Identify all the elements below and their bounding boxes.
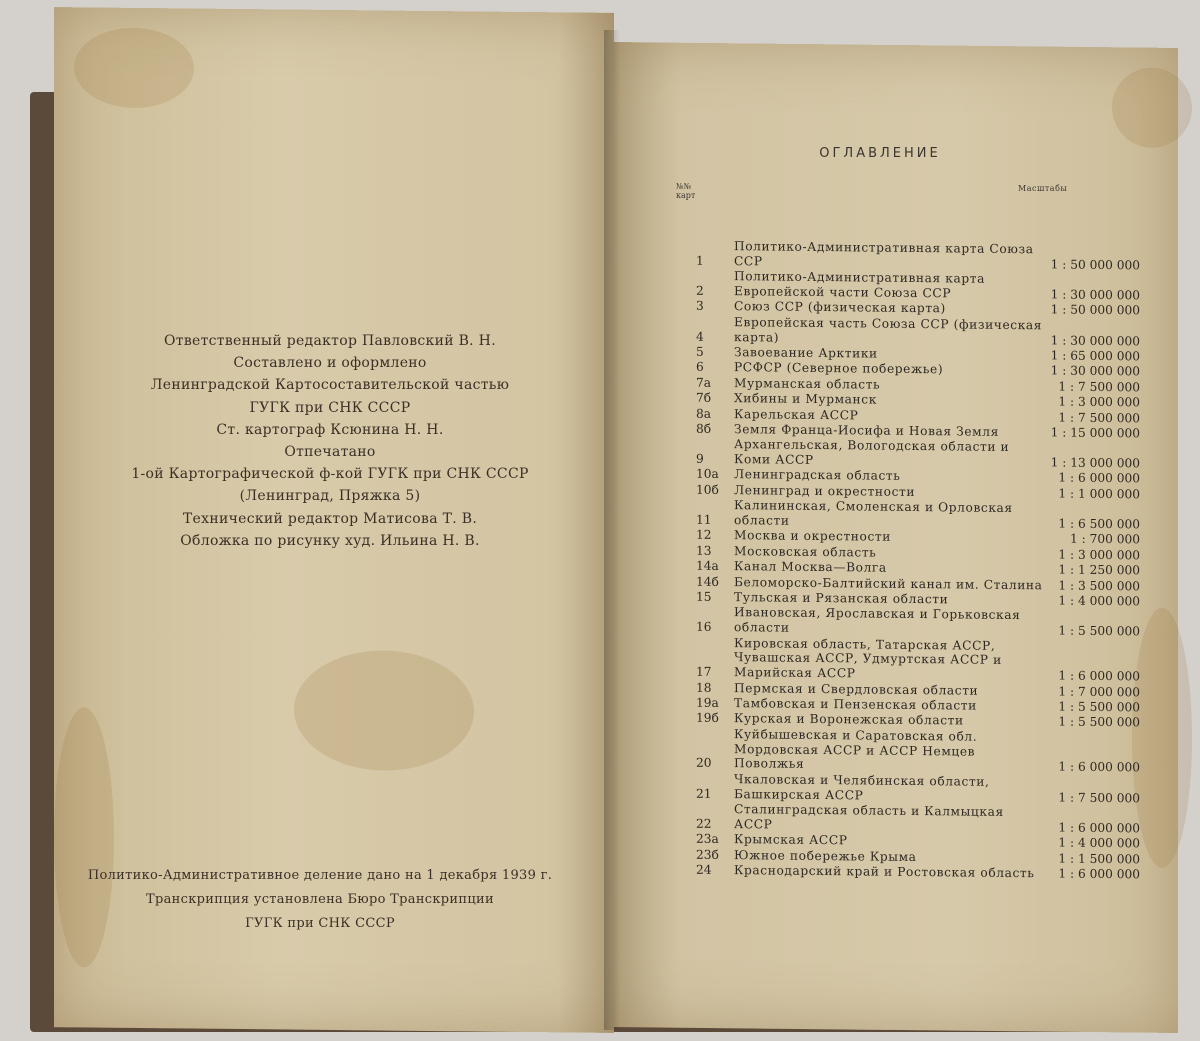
toc-entry [690,635,1140,684]
toc-entry-title: Куйбышевская и Саратовская обл. Мордовская АССР и АССР Немцев Поволжья [734,726,978,772]
toc-entry-number: 17 [696,664,712,680]
toc-entry-scale: 1 : 50 000 000 [1050,257,1140,273]
toc-entry-number: 10а [696,467,719,482]
footer-line: ГУГК при СНК СССР [245,916,395,931]
toc-entry [690,498,1140,532]
toc-entry-title: Союз ССР (физическая карта) [734,299,946,316]
toc-entry-number: 4 [696,329,704,344]
toc-entry-number: 9 [696,451,704,466]
toc-entry-scale: 1 : 65 000 000 [1050,348,1140,364]
toc-entry-title: Чкаловская и Челябинская области, Башкирская АССР [734,771,990,802]
toc-entry-title: Политико-Административная карта Европейской части Союза ССР [734,269,985,301]
toc-entry-scale: 1 : 30 000 000 [1050,332,1140,348]
toc-entry-number: 22 [696,816,712,831]
footer-note [60,864,580,936]
toc-entry-number: 12 [696,528,712,543]
toc-entry-number: 14а [696,558,719,574]
credit-line: Ленинградской Картосоставительской частью [150,377,510,394]
toc-entry-number: 6 [696,360,704,375]
credit-line: 1-ой Картографической ф-кой ГУГК при СНК СССР [131,466,529,483]
toc-entry [690,726,1140,775]
toc-title: ОГЛАВЛЕНИЕ [819,146,941,161]
toc-entry-title: Крымская АССР [734,832,848,848]
toc-entry-scale: 1 : 6 000 000 [1058,866,1140,882]
toc-entry-scale: 1 : 700 000 [1069,532,1140,547]
toc-entry-title: Беломорско-Балтийский канал им. Сталина [734,574,1043,592]
toc-entry-number: 8а [696,406,712,421]
toc-list [690,239,1140,883]
toc-entry-title: Пермская и Свердловская области [734,680,979,698]
credit-line: Ст. картограф Ксюнина Н. Н. [216,421,444,438]
toc-entry-title: Завоевание Арктики [734,345,878,361]
toc-entry-scale: 1 : 7 500 000 [1058,410,1140,425]
toc-entry [690,771,1140,805]
toc-entry-scale: 1 : 50 000 000 [1050,302,1140,318]
toc-entry-scale: 1 : 5 500 000 [1058,699,1140,715]
toc-entry-number: 14б [696,574,719,589]
toc-entry-title: Курская и Воронежская области [734,711,964,728]
toc-entry-scale: 1 : 7 500 000 [1058,379,1140,395]
toc-entry [690,802,1140,836]
toc-entry-number: 15 [696,589,712,604]
toc-entry-number: 18 [696,680,712,695]
toc-entry-scale: 1 : 4 000 000 [1058,593,1140,609]
toc-entry-number: 19б [696,711,719,726]
credit-line: Технический редактор Матисова Т. В. [182,510,478,527]
toc-entry-scale: 1 : 3 000 000 [1058,394,1140,410]
toc-entry-title: Мурманская область [734,375,881,392]
toc-entry-scale: 1 : 6 000 000 [1058,759,1140,775]
toc-entry-scale: 1 : 13 000 000 [1050,455,1140,471]
toc-entry-number: 5 [696,344,704,359]
toc-entry-number: 7б [696,390,712,405]
toc-entry-number: 19а [696,695,719,710]
toc-entry-scale: 1 : 6 500 000 [1058,516,1140,532]
toc-entry-number: 23б [696,847,719,862]
toc-entry-number: 10б [696,482,719,497]
toc-entry-title: Краснодарский край и Ростовская область [734,862,1035,881]
toc-entry-scale: 1 : 1 000 000 [1058,486,1140,502]
toc-entry-scale: 1 : 5 500 000 [1058,623,1140,639]
toc-entry-scale: 1 : 1 250 000 [1058,562,1140,578]
toc-entry-title: Карельская АССР [734,406,859,422]
toc-entry [690,437,1140,471]
toc-entry-number: 20 [696,756,712,771]
toc-entry-scale: 1 : 30 000 000 [1050,363,1140,379]
toc-entry [690,269,1140,303]
toc-entry-scale: 1 : 6 000 000 [1058,470,1140,486]
toc-entry-scale: 1 : 6 000 000 [1058,820,1140,836]
toc-entry-scale: 1 : 15 000 000 [1050,425,1140,441]
credit-line: Составлено и оформлено [233,355,427,372]
toc-entry-title: Москва и окрестности [734,528,891,545]
toc-entry-title: Политико-Административная карта Союза ССР [734,239,1034,269]
toc-entry-number: 1 [696,253,704,268]
toc-entry-title: Канал Москва—Волга [734,559,887,575]
toc-entry-number: 24 [696,862,712,877]
toc-entry-number: 2 [696,283,704,298]
toc-entry-title: Европейская часть Союза ССР (физическая карта) [734,314,1043,345]
toc-entry-title: Тамбовская и Пензенская области [734,696,977,713]
toc-entry-title: Тульская и Рязанская области [734,590,949,607]
credit-line: Обложка по рисунку худ. Ильина Н. В. [180,532,480,549]
toc-entry-title: Южное побережье Крыма [734,847,917,864]
footer-line: Транскрипция установлена Бюро Транскрипции [146,892,494,907]
toc-entry-title: Сталинградская область и Калмыцкая АССР [734,802,1004,832]
footer-line: Политико-Административное деление дано на 1 декабря 1939 г. [87,868,553,883]
toc-entry-number: 7а [696,375,712,390]
toc-entry-number: 21 [696,786,712,801]
toc-entry-title: РСФСР (Северное побережье) [734,360,944,377]
toc-entry-title: Калининская, Смоленская и Орловская области [734,498,1013,528]
credit-line: (Ленинград, Пряжка 5) [239,488,421,505]
toc-entry [690,314,1140,348]
toc-entry-number: 11 [696,512,712,527]
toc-entry-number: 16 [696,619,712,635]
col-number-header: №№ карт [676,182,696,200]
toc-entry-scale: 1 : 7 500 000 [1058,790,1140,805]
toc-entry-number: 23а [696,831,719,847]
credits-block [80,330,580,552]
toc-entry-title: Ленинградская область [734,467,901,484]
toc-entry-scale: 1 : 1 500 000 [1058,851,1140,866]
toc-entry-title: Ивановская, Ярославская и Горьковская области [734,605,1021,635]
toc-entry-title: Московская область [734,543,877,560]
toc-entry-scale: 1 : 30 000 000 [1050,287,1140,303]
toc-entry-scale: 1 : 6 000 000 [1058,668,1140,684]
toc-entry-number: 8б [696,421,712,436]
book-spine [604,30,620,1030]
col-scale-header: Масштабы [1018,184,1068,193]
toc-entry-scale: 1 : 4 000 000 [1058,835,1140,851]
toc-entry [690,605,1140,639]
credit-line: Отпечатано [284,444,376,461]
toc-entry [690,239,1140,273]
toc-entry-scale: 1 : 3 500 000 [1058,578,1140,593]
credit-line: ГУГК при СНК СССР [249,399,411,416]
toc-entry-title: Кировская область, Татарская АССР, Чувашская АССР, Удмуртская АССР и Марийская АССР [734,635,1002,681]
toc-entry-scale: 1 : 5 500 000 [1058,714,1140,730]
toc-entry-title: Хибины и Мурманск [734,391,877,407]
toc-entry-scale: 1 : 3 000 000 [1058,547,1140,563]
credit-line: Ответственный редактор Павловский В. Н. [164,333,496,349]
toc-entry-title: Земля Франца-Иосифа и Новая Земля [734,422,999,439]
toc-entry-scale: 1 : 7 000 000 [1058,684,1140,699]
toc-entry-number: 3 [696,299,704,314]
toc-entry-title: Архангельская, Вологодская области и Коми АССР [734,437,1010,468]
toc-entry-number: 13 [696,543,712,558]
toc-entry-title: Ленинград и окрестности [734,482,916,499]
